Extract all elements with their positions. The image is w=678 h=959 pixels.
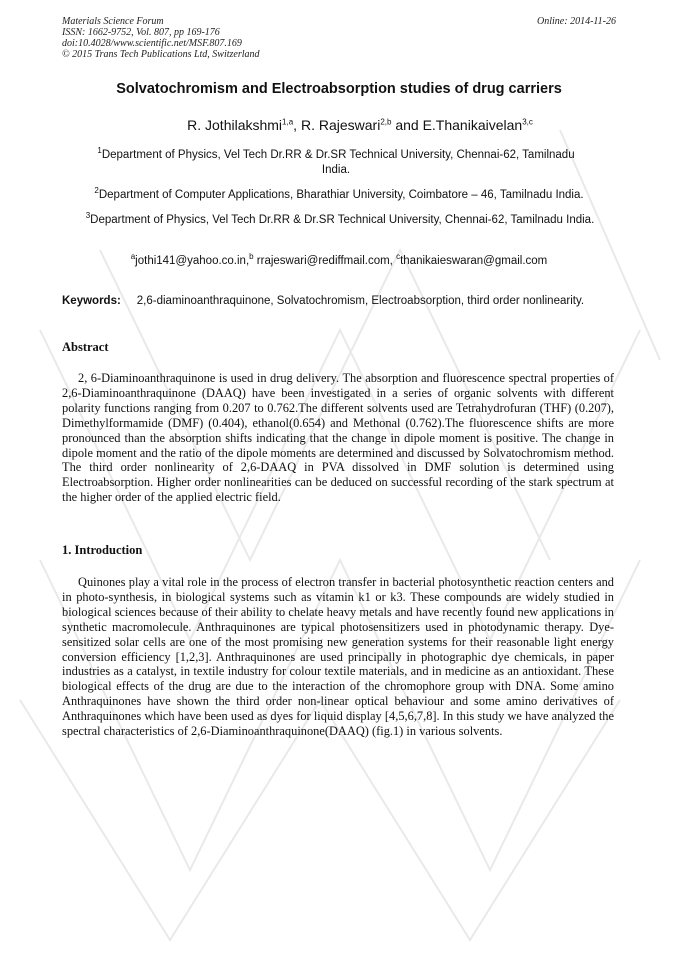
affiliation	[86, 148, 586, 178]
abstract-heading: Abstract	[62, 340, 109, 354]
journal-doi: doi:10.4028/www.scientific.net/MSF.807.169	[62, 38, 242, 49]
author-separator: and	[391, 117, 423, 133]
journal-copyright: © 2015 Trans Tech Publications Ltd, Switzerland	[62, 49, 260, 60]
email-link[interactable]: jothi141@yahoo.co.in,	[135, 255, 250, 267]
affiliation	[62, 188, 616, 203]
email-link[interactable]: rrajeswari@rediffmail.com,	[253, 255, 397, 267]
introduction-text: Quinones play a vital role in the process of electron transfer in bacterial photosynthetic reaction centers and in photo-synthesis, in biological systems such as vitamin k1 or k3. These compounds are widely studied in biological sciences because of their ability to chelate heavy metals and have recently found new applications in synthetic macromolecule. Anthraquinones are typical photosensitizers used in photodynamic therapy. Dye-sensitized solar cells are one of the most promising new generation systems for their reasonable light energy conversion efficiency [1,2,3]. Anthraquinones are used principally in photographic dye chemicals, in paper industries as a catalyst, in textile industry for colour textile materials, and in medicine as an antioxidant. These biological effects of the drug are due to the interaction of the chromophore group with DNA. Some amino Anthraquinones have shown the third order non-linear optical behaviour and some amino derivatives of Anthraquinones which have been used as dyes for liquid display [4,5,6,7,8]. In this study we have analyzed the spectral characteristics of 2,6-Diaminoanthraquinone(DAAQ) (fig.1) in various solvents.	[62, 575, 614, 739]
affiliation-text: Department of Physics, Vel Tech Dr.RR & Dr.SR Technical University, Chennai-62, Tamilnadu India.	[101, 149, 575, 176]
affiliation-superscript: 1	[97, 146, 102, 156]
author-superscript: 3,c	[522, 117, 533, 127]
journal-issn: ISSN: 1662-9752, Vol. 807, pp 169-176	[62, 27, 220, 38]
affiliation	[70, 213, 610, 228]
keywords-text: 2,6-diaminoanthraquinone, Solvatochromism, Electroabsorption, third order nonlinearity.	[136, 295, 585, 307]
email-superscript: a	[130, 252, 136, 262]
email-superscript: b	[249, 252, 254, 262]
journal-name: Materials Science Forum	[62, 16, 164, 27]
journal-info	[62, 16, 260, 60]
keywords-label: Keywords:	[62, 295, 121, 307]
affiliation-superscript: 2	[94, 186, 99, 196]
online-date: Online: 2014-11-26	[537, 16, 616, 27]
email-link[interactable]: thanikaieswaran@gmail.com	[400, 255, 548, 267]
affiliation-text: Department of Computer Applications, Bharathiar University, Coimbatore – 46, Tamilnadu India.	[98, 189, 584, 201]
author-name: R. Jothilakshmi	[187, 117, 283, 133]
author-superscript: 1,a	[282, 117, 294, 127]
email-superscript: c	[396, 252, 401, 262]
introduction-heading: 1. Introduction	[62, 543, 143, 557]
keywords	[62, 294, 614, 309]
author-emails	[62, 254, 616, 269]
abstract-text: 2, 6-Diaminoanthraquinone is used in drug delivery. The absorption and fluorescence spectral properties of 2,6-Diaminoanthraquinone (DAAQ) have been investigated in a series of organic solvents with different polarity functions ranging from 0.207 to 0.762.The different solvents used are Tetrahydrofuran (THF) (0.207), Dimethylformamide (DMF) (0.404), ethanol(0.654) and Methonal (0.762).The fluorescence shifts are more pronounced than the absorption shifts indicating that the change in dipole moment is positive. The change in dipole moment and the ratio of the dipole moments are determined and discussed by Solvatochromism method. The third order nonlinearity of 2,6-DAAQ in PVA dissolved in DMF solution is determined using Electroabsorption. Higher order nonlinearities can be deduced on successful recording of the stark spectrum at the higher order of the applied electric field.	[62, 371, 614, 505]
affiliation-text: Department of Physics, Vel Tech Dr.RR & Dr.SR Technical University, Chennai-62, Tamilnadu India.	[90, 214, 595, 226]
paper-title: Solvatochromism and Electroabsorption studies of drug carriers	[116, 81, 562, 97]
author-separator: ,	[293, 117, 301, 133]
author-list	[130, 116, 590, 134]
author-superscript: 2,b	[380, 117, 392, 127]
author-name: E.Thanikaivelan	[422, 117, 523, 133]
affiliation-superscript: 3	[85, 211, 91, 221]
author-name: R. Rajeswari	[300, 117, 381, 133]
